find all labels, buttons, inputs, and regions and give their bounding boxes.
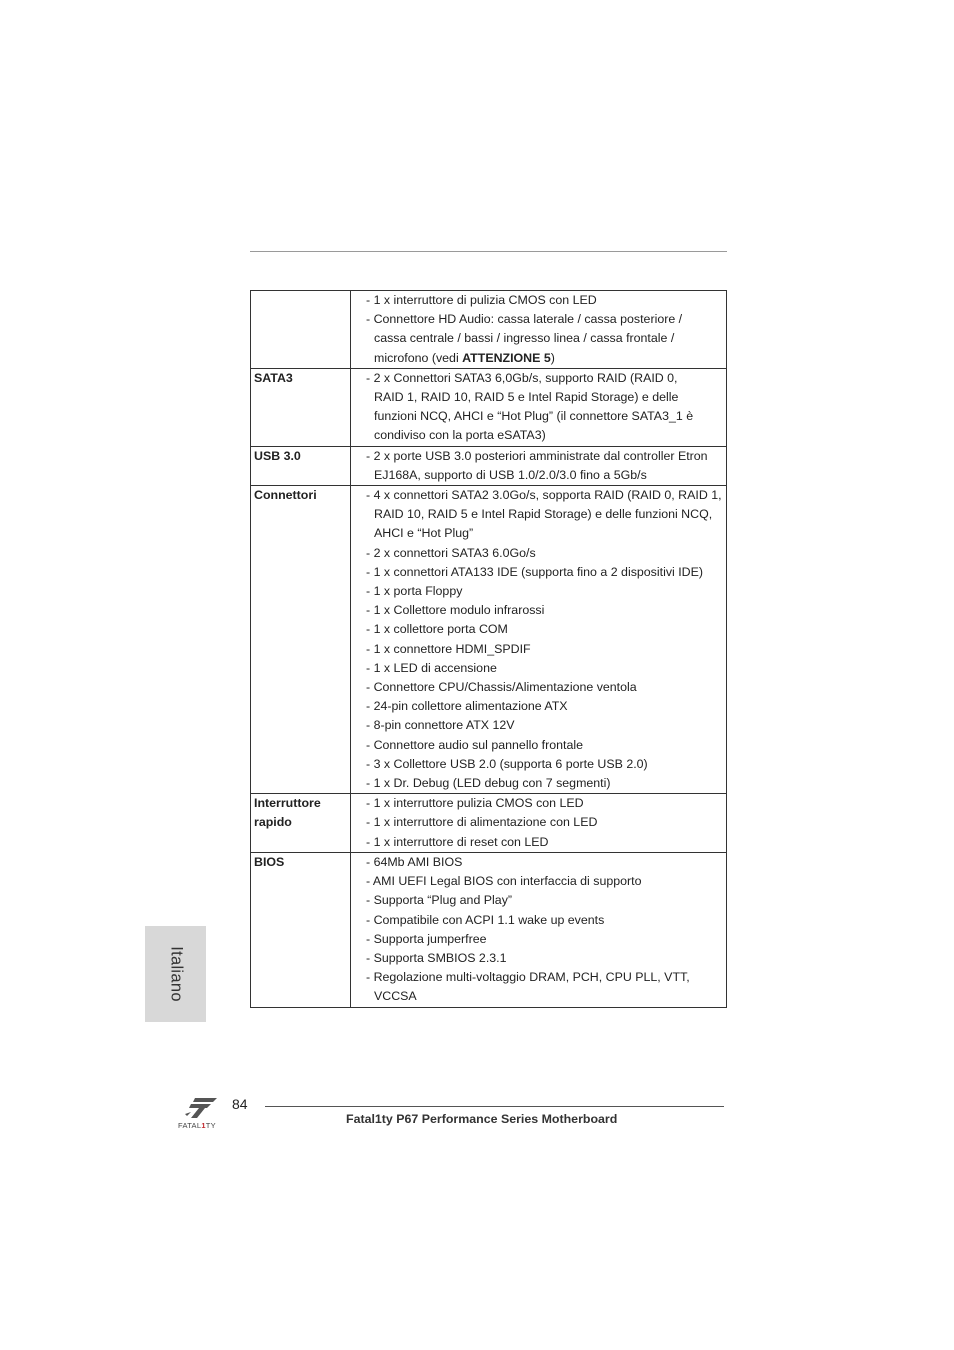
spec-value <box>351 794 727 853</box>
note-reference: ATTENZIONE 5 <box>462 350 551 365</box>
spec-line <box>366 466 724 485</box>
spec-value <box>351 368 727 446</box>
spec-line <box>366 678 724 697</box>
header-rule <box>250 251 727 252</box>
spec-line-text: - 1 x porta Floppy <box>366 584 463 599</box>
spec-line <box>366 426 724 445</box>
spec-line <box>366 505 724 524</box>
spec-line <box>366 329 724 348</box>
spec-line-text: - 1 x connettori ATA133 IDE (supporta fino a 2 dispositivi IDE) <box>366 564 703 579</box>
spec-line <box>366 407 724 426</box>
spec-row <box>251 486 727 794</box>
spec-line <box>366 659 724 678</box>
fatal1ty-logo <box>177 1094 229 1134</box>
spec-line <box>366 853 724 872</box>
spec-table <box>250 290 727 1008</box>
spec-value <box>351 486 727 794</box>
footer-rule <box>265 1106 724 1107</box>
spec-line <box>366 349 724 368</box>
spec-label: USB 3.0 <box>251 446 351 485</box>
spec-line <box>366 640 724 659</box>
spec-line-text: - 2 x Connettori SATA3 6,0Gb/s, supporto RAID (RAID 0, <box>366 370 678 385</box>
spec-line-text: VCCSA <box>374 989 417 1004</box>
spec-line-text: - 1 x collettore porta COM <box>366 622 508 637</box>
spec-line-text: - 1 x interruttore di reset con LED <box>366 834 549 849</box>
spec-line-text: EJ168A, supporto di USB 1.0/2.0/3.0 fino a 5Gb/s <box>374 467 647 482</box>
spec-line-text: - Supporta jumperfree <box>366 931 487 946</box>
spec-line-text: - 1 x interruttore pulizia CMOS con LED <box>366 796 584 811</box>
page-number: 84 <box>232 1096 248 1112</box>
spec-line <box>366 369 724 388</box>
spec-label: Connettori <box>251 486 351 794</box>
spec-line-text: condiviso con la porta eSATA3) <box>374 428 546 443</box>
spec-line <box>366 310 724 329</box>
spec-row <box>251 368 727 446</box>
spec-label-line: Interruttore <box>254 796 321 811</box>
spec-label-line: rapido <box>254 815 292 830</box>
spec-line <box>366 949 724 968</box>
spec-line <box>366 872 724 891</box>
spec-line <box>366 716 724 735</box>
spec-line <box>366 697 724 716</box>
spec-label <box>251 794 351 853</box>
spec-line <box>366 544 724 563</box>
language-tab <box>145 926 206 1022</box>
spec-line <box>366 891 724 910</box>
language-tab-label: Italiano <box>167 946 185 1002</box>
spec-line-text: funzioni NCQ, AHCI e “Hot Plug” (il connettore SATA3_1 è <box>374 409 694 424</box>
spec-line-text: - Regolazione multi-voltaggio DRAM, PCH, CPU PLL, VTT, <box>366 970 690 985</box>
footer-title: Fatal1ty P67 Performance Series Motherboard <box>346 1112 618 1126</box>
spec-line <box>366 601 724 620</box>
spec-line-text: - 1 x Collettore modulo infrarossi <box>366 603 545 618</box>
spec-label <box>251 291 351 369</box>
spec-line-text: - Connettore audio sul pannello frontale <box>366 737 583 752</box>
spec-row <box>251 852 727 1007</box>
spec-line <box>366 968 724 987</box>
spec-line <box>366 774 724 793</box>
spec-line-text: - 1 x LED di accensione <box>366 660 497 675</box>
note-suffix: ) <box>550 350 555 365</box>
spec-line-text: - Connettore HD Audio: cassa laterale / cassa posteriore / <box>366 312 683 327</box>
spec-line-text: AHCI e “Hot Plug” <box>374 526 474 541</box>
spec-line <box>366 582 724 601</box>
spec-line-text: - Connettore CPU/Chassis/Alimentazione ventola <box>366 680 637 695</box>
spec-line-text: - Supporta “Plug and Play” <box>366 893 513 908</box>
spec-line <box>366 911 724 930</box>
spec-line-text: - 1 x Dr. Debug (LED debug con 7 segmenti) <box>366 776 611 791</box>
spec-line-text: RAID 10, RAID 5 e Intel Rapid Storage) e delle funzioni NCQ, <box>374 507 713 522</box>
spec-line-text: - 64Mb AMI BIOS <box>366 854 463 869</box>
spec-line-text: - 3 x Collettore USB 2.0 (supporta 6 porte USB 2.0) <box>366 756 648 771</box>
spec-line-text: - 4 x connettori SATA2 3.0Go/s, sopporta RAID (RAID 0, RAID 1, <box>366 488 722 503</box>
spec-line <box>366 833 724 852</box>
spec-line <box>366 794 724 813</box>
spec-line <box>366 388 724 407</box>
spec-line-text: - 8-pin connettore ATX 12V <box>366 718 515 733</box>
spec-line <box>366 755 724 774</box>
spec-label: SATA3 <box>251 368 351 446</box>
spec-line-text: - AMI UEFI Legal BIOS con interfaccia di supporto <box>366 874 642 889</box>
spec-line <box>366 563 724 582</box>
spec-line-text: - 24-pin collettore alimentazione ATX <box>366 699 568 714</box>
spec-line <box>366 736 724 755</box>
spec-line <box>366 524 724 543</box>
spec-line <box>366 291 724 310</box>
spec-line-text: - Compatibile con ACPI 1.1 wake up events <box>366 912 605 927</box>
spec-row <box>251 794 727 853</box>
spec-line-text: - 1 x connettore HDMI_SPDIF <box>366 641 531 656</box>
spec-line <box>366 447 724 466</box>
spec-row <box>251 446 727 485</box>
spec-line-text: - 1 x interruttore di alimentazione con LED <box>366 815 598 830</box>
spec-line <box>366 987 724 1006</box>
spec-value <box>351 852 727 1007</box>
spec-line-text: - Supporta SMBIOS 2.3.1 <box>366 950 507 965</box>
spec-line <box>366 813 724 832</box>
spec-line-text: RAID 1, RAID 10, RAID 5 e Intel Rapid Storage) e delle <box>374 390 679 405</box>
spec-line-text: - 2 x connettori SATA3 6.0Go/s <box>366 545 536 560</box>
spec-line <box>366 486 724 505</box>
logo-text: FATAL1TY <box>178 1121 216 1130</box>
spec-line-text: - 1 x interruttore di pulizia CMOS con LED <box>366 293 597 307</box>
spec-line-text: - 2 x porte USB 3.0 posteriori amministrate dal controller Etron <box>366 448 708 463</box>
spec-label: BIOS <box>251 852 351 1007</box>
spec-line <box>366 930 724 949</box>
spec-line-text: cassa centrale / bassi / ingresso linea / cassa frontale / <box>374 331 675 346</box>
spec-value <box>351 291 727 369</box>
spec-row <box>251 291 727 369</box>
spec-line <box>366 620 724 639</box>
spec-line-text: microfono (vedi <box>374 350 463 365</box>
spec-value <box>351 446 727 485</box>
